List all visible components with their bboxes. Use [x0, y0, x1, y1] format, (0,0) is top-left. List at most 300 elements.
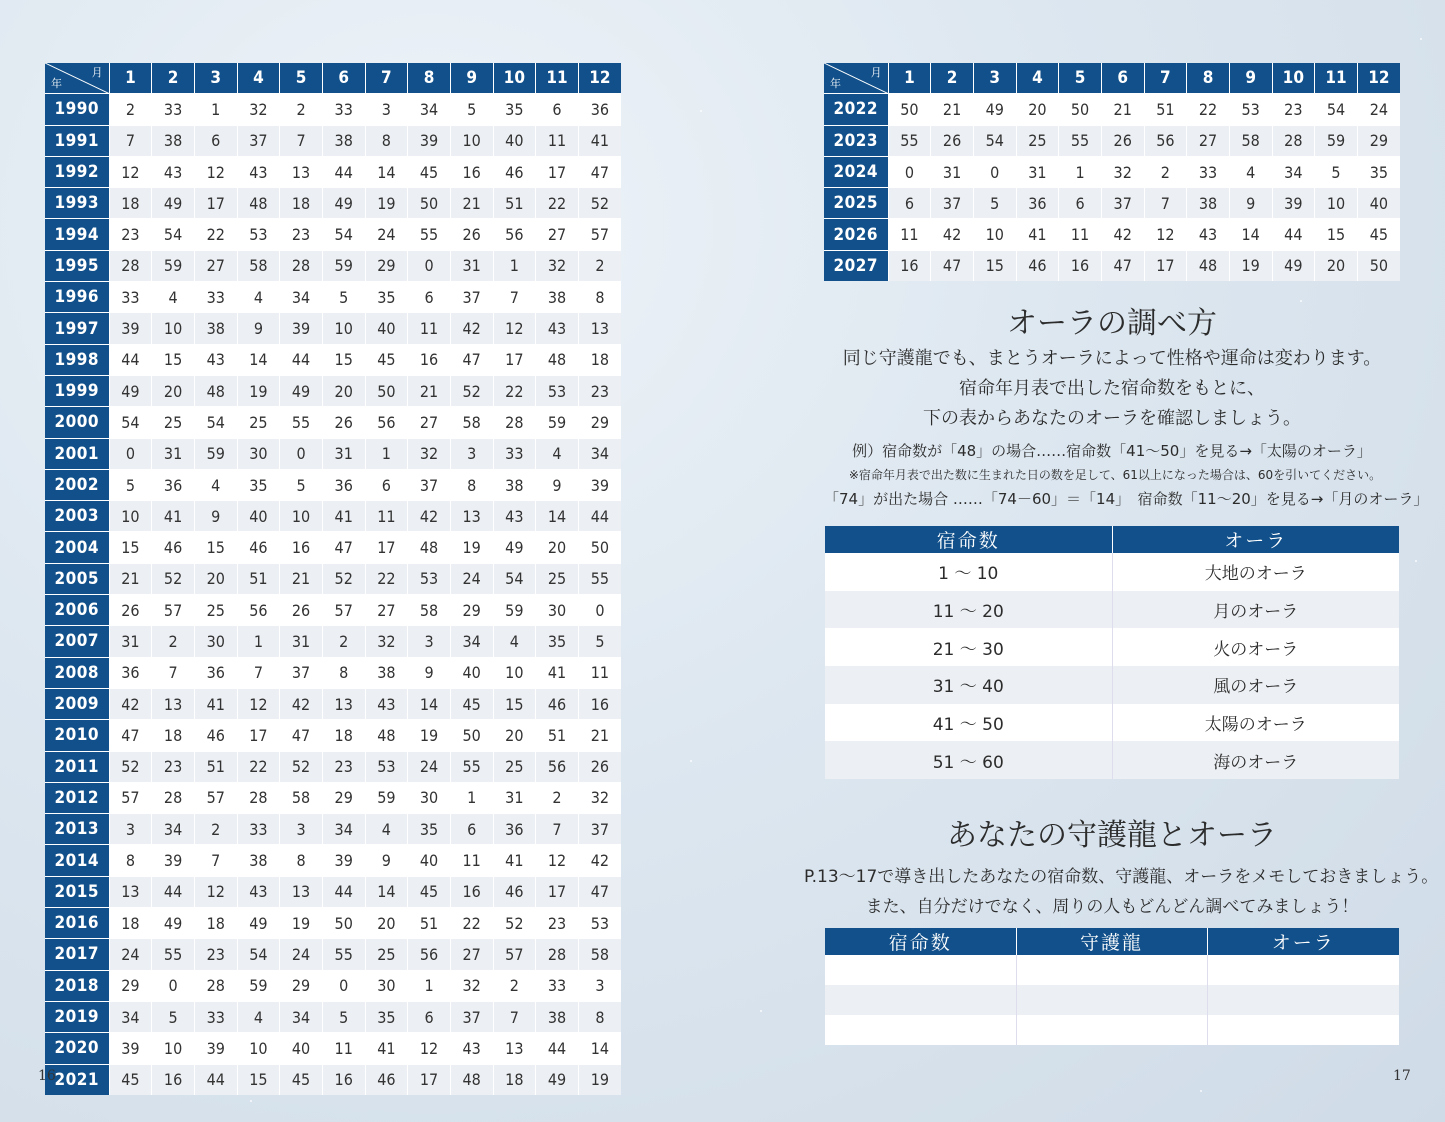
destiny-number-cell: 25: [237, 407, 280, 438]
destiny-number-cell: 47: [931, 250, 974, 281]
destiny-number-cell: 41: [194, 688, 237, 719]
destiny-number-cell: 6: [450, 814, 493, 845]
table-row: [45, 876, 621, 907]
destiny-number-cell: 25: [536, 563, 579, 594]
month-header-cell: 1: [109, 63, 152, 94]
destiny-number-cell: 52: [109, 751, 152, 782]
destiny-number-cell: 18: [109, 908, 152, 939]
destiny-number-cell: 51: [1144, 94, 1187, 125]
destiny-number-cell: 9: [536, 469, 579, 500]
destiny-number-cell: 53: [536, 375, 579, 406]
table-row: [824, 156, 1400, 187]
table-row: [45, 532, 621, 563]
destiny-number-cell: 28: [194, 970, 237, 1001]
destiny-number-cell: 51: [237, 563, 280, 594]
destiny-number-cell: 54: [194, 407, 237, 438]
destiny-number-cell: 55: [578, 563, 621, 594]
destiny-number-cell: 43: [194, 344, 237, 375]
destiny-number-cell: 55: [408, 219, 451, 250]
destiny-number-cell: 38: [365, 657, 408, 688]
destiny-number-cell: 46: [536, 688, 579, 719]
corner-year-label: 年: [830, 77, 841, 91]
destiny-number-cell: 13: [493, 1033, 536, 1064]
destiny-number-cell: 54: [152, 219, 195, 250]
destiny-number-cell: 46: [1016, 250, 1059, 281]
destiny-number-cell: 27: [408, 407, 451, 438]
destiny-number-cell: 30: [194, 626, 237, 657]
aura-table-row: [825, 666, 1399, 704]
destiny-number-cell: 36: [152, 469, 195, 500]
destiny-number-cell: 10: [1315, 188, 1358, 219]
destiny-number-cell: 37: [931, 188, 974, 219]
memo-destiny-number-cell[interactable]: [825, 955, 1016, 985]
destiny-number-cell: 55: [888, 125, 931, 156]
destiny-number-cell: 9: [237, 313, 280, 344]
destiny-number-cell: 14: [1229, 219, 1272, 250]
destiny-number-cell: 12: [109, 156, 152, 187]
page-number-left: 16: [38, 1068, 56, 1084]
destiny-number-cell: 55: [280, 407, 323, 438]
destiny-number-cell: 4: [237, 1001, 280, 1032]
year-cell: 1994: [45, 219, 109, 250]
destiny-number-cell: 6: [536, 94, 579, 125]
destiny-number-cell: 39: [280, 313, 323, 344]
destiny-number-cell: 49: [973, 94, 1016, 125]
aura-range-cell: 31 ～ 40: [825, 666, 1112, 704]
destiny-number-cell: 54: [237, 939, 280, 970]
destiny-number-cell: 32: [408, 438, 451, 469]
destiny-number-cell: 5: [322, 1001, 365, 1032]
year-cell: 2024: [824, 156, 888, 187]
destiny-number-cell: 15: [194, 532, 237, 563]
destiny-number-cell: 0: [109, 438, 152, 469]
destiny-number-cell: 4: [536, 438, 579, 469]
destiny-number-cell: 7: [493, 1001, 536, 1032]
destiny-number-cell: 53: [1229, 94, 1272, 125]
destiny-number-cell: 31: [1016, 156, 1059, 187]
destiny-number-cell: 13: [109, 876, 152, 907]
destiny-number-cell: 29: [450, 595, 493, 626]
aura-range-cell: 51 ～ 60: [825, 741, 1112, 779]
destiny-number-cell: 46: [493, 156, 536, 187]
destiny-number-cell: 41: [1016, 219, 1059, 250]
memo-header-destiny-number: 宿命数: [825, 928, 1016, 955]
table-row: [824, 250, 1400, 281]
destiny-number-cell: 2: [194, 814, 237, 845]
destiny-number-cell: 48: [450, 1064, 493, 1095]
destiny-number-cell: 15: [109, 532, 152, 563]
table-row: [45, 720, 621, 751]
month-header-cell: 4: [1016, 63, 1059, 94]
year-cell: 2001: [45, 438, 109, 469]
destiny-number-cell: 45: [1357, 219, 1400, 250]
destiny-number-cell: 52: [152, 563, 195, 594]
destiny-number-cell: 37: [578, 814, 621, 845]
destiny-number-cell: 1: [493, 250, 536, 281]
memo-aura-cell[interactable]: [1207, 985, 1399, 1015]
aura-intro-line: 下の表からあなたのオーラを確認しましょう。: [923, 408, 1301, 429]
destiny-number-cell: 17: [493, 344, 536, 375]
aura-range-cell: 21 ～ 30: [825, 628, 1112, 666]
destiny-number-cell: 42: [931, 219, 974, 250]
destiny-number-cell: 0: [280, 438, 323, 469]
destiny-number-cell: 28: [237, 782, 280, 813]
destiny-number-cell: 34: [1272, 156, 1315, 187]
destiny-number-cell: 52: [578, 188, 621, 219]
destiny-number-cell: 55: [322, 939, 365, 970]
aura-name-cell: 火のオーラ: [1112, 628, 1399, 666]
destiny-number-cell: 42: [450, 313, 493, 344]
destiny-number-cell: 14: [365, 876, 408, 907]
table-row: [45, 688, 621, 719]
destiny-number-cell: 12: [408, 1033, 451, 1064]
destiny-number-cell: 11: [450, 845, 493, 876]
destiny-number-cell: 15: [322, 344, 365, 375]
destiny-number-cell: 50: [1059, 94, 1102, 125]
destiny-number-cell: 2: [578, 250, 621, 281]
month-header-cell: 2: [152, 63, 195, 94]
destiny-number-cell: 39: [194, 1033, 237, 1064]
destiny-number-cell: 40: [280, 1033, 323, 1064]
destiny-number-cell: 3: [450, 438, 493, 469]
destiny-number-cell: 6: [408, 282, 451, 313]
memo-section-title: あなたの守護龍とオーラ: [947, 818, 1277, 853]
destiny-number-cell: 53: [237, 219, 280, 250]
destiny-number-cell: 10: [152, 1033, 195, 1064]
destiny-number-cell: 1: [408, 970, 451, 1001]
destiny-number-cell: 27: [450, 939, 493, 970]
destiny-number-cell: 34: [109, 1001, 152, 1032]
destiny-number-cell: 32: [1101, 156, 1144, 187]
table-row: [45, 563, 621, 594]
table-row: [45, 1064, 621, 1095]
destiny-number-cell: 0: [152, 970, 195, 1001]
year-cell: 2020: [45, 1033, 109, 1064]
destiny-number-cell: 42: [578, 845, 621, 876]
destiny-number-cell: 43: [1187, 219, 1230, 250]
destiny-number-cell: 51: [408, 908, 451, 939]
destiny-number-cell: 57: [109, 782, 152, 813]
destiny-number-cell: 32: [578, 782, 621, 813]
destiny-number-cell: 10: [152, 313, 195, 344]
destiny-number-cell: 12: [1144, 219, 1187, 250]
destiny-number-cell: 5: [973, 188, 1016, 219]
destiny-number-cell: 32: [365, 626, 408, 657]
destiny-number-cell: 38: [322, 125, 365, 156]
destiny-number-cell: 25: [194, 595, 237, 626]
year-cell: 2005: [45, 563, 109, 594]
aura-intro-line: 宿命年月表で出した宿命数をもとに、: [959, 378, 1265, 399]
destiny-number-cell: 17: [365, 532, 408, 563]
destiny-number-cell: 13: [578, 313, 621, 344]
destiny-number-cell: 2: [152, 626, 195, 657]
destiny-number-cell: 35: [1357, 156, 1400, 187]
year-month-corner: [824, 63, 888, 94]
year-cell: 1993: [45, 188, 109, 219]
destiny-number-cell: 21: [931, 94, 974, 125]
destiny-number-cell: 57: [578, 219, 621, 250]
destiny-number-cell: 26: [578, 751, 621, 782]
destiny-number-cell: 18: [280, 188, 323, 219]
destiny-number-cell: 4: [237, 282, 280, 313]
destiny-number-cell: 11: [322, 1033, 365, 1064]
memo-header-guardian-dragon: 守護龍: [1016, 928, 1207, 955]
destiny-number-cell: 50: [408, 188, 451, 219]
year-cell: 2003: [45, 501, 109, 532]
destiny-number-cell: 17: [536, 156, 579, 187]
year-cell: 1995: [45, 250, 109, 281]
destiny-number-cell: 39: [578, 469, 621, 500]
destiny-number-cell: 26: [280, 595, 323, 626]
destiny-number-cell: 14: [578, 1033, 621, 1064]
destiny-number-cell: 17: [536, 876, 579, 907]
aura-example-text: 例）宿命数が「48」の場合……宿命数「41～50」を見る→「太陽のオーラ」: [852, 442, 1372, 460]
destiny-number-cell: 27: [194, 250, 237, 281]
aura-table-header-aura: オーラ: [1112, 526, 1399, 553]
year-cell: 2027: [824, 250, 888, 281]
destiny-number-cell: 16: [450, 876, 493, 907]
destiny-number-cell: 49: [152, 908, 195, 939]
destiny-number-cell: 24: [450, 563, 493, 594]
memo-guardian-dragon-cell[interactable]: [1016, 1015, 1207, 1045]
destiny-number-cell: 16: [578, 688, 621, 719]
month-header-cell: 8: [408, 63, 451, 94]
memo-aura-cell[interactable]: [1207, 955, 1399, 985]
destiny-number-cell: 23: [194, 939, 237, 970]
destiny-number-cell: 18: [493, 1064, 536, 1095]
destiny-number-cell: 46: [365, 1064, 408, 1095]
destiny-number-cell: 51: [493, 188, 536, 219]
destiny-number-cell: 49: [536, 1064, 579, 1095]
destiny-number-cell: 39: [109, 313, 152, 344]
destiny-number-cell: 48: [408, 532, 451, 563]
aura-note-text: ※宿命年月表で出た数に生まれた日の数を足して、61以上になった場合は、60を引いてください。: [848, 468, 1382, 482]
destiny-number-cell: 52: [493, 908, 536, 939]
destiny-number-cell: 31: [931, 156, 974, 187]
destiny-number-cell: 46: [493, 876, 536, 907]
destiny-number-cell: 7: [536, 814, 579, 845]
destiny-number-cell: 43: [152, 156, 195, 187]
destiny-number-cell: 39: [109, 1033, 152, 1064]
destiny-number-cell: 37: [450, 1001, 493, 1032]
destiny-number-cell: 29: [365, 250, 408, 281]
month-header-row: [45, 63, 621, 94]
destiny-number-cell: 45: [408, 156, 451, 187]
destiny-number-cell: 8: [450, 469, 493, 500]
memo-destiny-number-cell[interactable]: [825, 985, 1016, 1015]
destiny-number-cell: 53: [578, 908, 621, 939]
destiny-number-cell: 39: [1272, 188, 1315, 219]
destiny-number-cell: 18: [152, 720, 195, 751]
corner-month-label: 月: [870, 66, 882, 79]
destiny-number-cell: 0: [578, 595, 621, 626]
memo-intro-line: P.13～17で導き出したあなたの宿命数、守護龍、オーラをメモしておきましょう。: [804, 867, 1439, 887]
destiny-number-cell: 19: [450, 532, 493, 563]
table-row: [824, 219, 1400, 250]
destiny-number-cell: 47: [450, 344, 493, 375]
destiny-number-cell: 34: [322, 814, 365, 845]
memo-destiny-number-cell[interactable]: [825, 1015, 1016, 1045]
destiny-number-cell: 32: [536, 250, 579, 281]
destiny-number-cell: 8: [322, 657, 365, 688]
destiny-number-cell: 22: [450, 908, 493, 939]
destiny-number-cell: 58: [280, 782, 323, 813]
destiny-number-cell: 19: [237, 375, 280, 406]
destiny-number-cell: 8: [578, 1001, 621, 1032]
destiny-number-cell: 23: [109, 219, 152, 250]
destiny-number-cell: 43: [493, 501, 536, 532]
destiny-number-cell: 9: [194, 501, 237, 532]
destiny-number-cell: 43: [237, 876, 280, 907]
destiny-number-cell: 38: [152, 125, 195, 156]
destiny-number-cell: 46: [152, 532, 195, 563]
destiny-number-cell: 20: [322, 375, 365, 406]
destiny-number-cell: 40: [408, 845, 451, 876]
destiny-number-cell: 1: [450, 782, 493, 813]
year-cell: 2004: [45, 532, 109, 563]
destiny-number-cell: 49: [280, 375, 323, 406]
destiny-number-cell: 43: [450, 1033, 493, 1064]
destiny-number-cell: 40: [450, 657, 493, 688]
destiny-number-cell: 6: [194, 125, 237, 156]
destiny-number-cell: 28: [280, 250, 323, 281]
destiny-number-cell: 51: [536, 720, 579, 751]
destiny-number-cell: 36: [493, 814, 536, 845]
destiny-number-cell: 54: [109, 407, 152, 438]
destiny-number-cell: 17: [1144, 250, 1187, 281]
destiny-number-cell: 0: [973, 156, 1016, 187]
destiny-number-cell: 52: [280, 751, 323, 782]
corner-month-label: 月: [91, 66, 103, 79]
destiny-number-cell: 19: [1229, 250, 1272, 281]
destiny-number-cell: 40: [365, 313, 408, 344]
month-header-cell: 4: [237, 63, 280, 94]
year-cell: 2006: [45, 595, 109, 626]
destiny-number-cell: 4: [152, 282, 195, 313]
year-cell: 2017: [45, 939, 109, 970]
destiny-number-cell: 38: [194, 313, 237, 344]
aura-table-header-row: [825, 526, 1399, 553]
destiny-number-cell: 6: [1059, 188, 1102, 219]
destiny-number-cell: 44: [578, 501, 621, 532]
destiny-number-cell: 11: [536, 125, 579, 156]
destiny-number-cell: 31: [280, 626, 323, 657]
destiny-number-cell: 31: [109, 626, 152, 657]
destiny-number-cell: 54: [1315, 94, 1358, 125]
table-row: [45, 595, 621, 626]
destiny-number-cell: 59: [1315, 125, 1358, 156]
aura-range-cell: 1 ～ 10: [825, 553, 1112, 591]
destiny-number-cell: 12: [194, 876, 237, 907]
destiny-number-cell: 54: [493, 563, 536, 594]
destiny-number-cell: 29: [578, 407, 621, 438]
table-row: [45, 751, 621, 782]
table-row: [45, 939, 621, 970]
destiny-number-cell: 2: [1144, 156, 1187, 187]
destiny-number-cell: 14: [408, 688, 451, 719]
destiny-number-cell: 34: [280, 282, 323, 313]
destiny-number-cell: 22: [536, 188, 579, 219]
destiny-number-cell: 7: [493, 282, 536, 313]
destiny-number-cell: 48: [1187, 250, 1230, 281]
destiny-number-cell: 13: [152, 688, 195, 719]
memo-row: [825, 985, 1399, 1015]
destiny-number-cell: 57: [493, 939, 536, 970]
aura-intro-line: 同じ守護龍でも、まとうオーラによって性格や運命は変わります。: [842, 348, 1382, 369]
destiny-number-cell: 24: [408, 751, 451, 782]
table-row: [45, 282, 621, 313]
destiny-number-cell: 48: [194, 375, 237, 406]
year-cell: 1998: [45, 344, 109, 375]
destiny-number-cell: 5: [450, 94, 493, 125]
destiny-number-cell: 9: [365, 845, 408, 876]
destiny-number-cell: 59: [152, 250, 195, 281]
destiny-number-cell: 14: [536, 501, 579, 532]
month-header-cell: 9: [1229, 63, 1272, 94]
table-row: [45, 469, 621, 500]
month-header-cell: 10: [1272, 63, 1315, 94]
memo-table-header-row: [825, 928, 1399, 955]
destiny-number-cell: 9: [408, 657, 451, 688]
table-row: [824, 188, 1400, 219]
month-header-cell: 12: [578, 63, 621, 94]
destiny-number-cell: 36: [1016, 188, 1059, 219]
destiny-number-cell: 16: [408, 344, 451, 375]
destiny-number-cell: 5: [578, 626, 621, 657]
aura-name-cell: 海のオーラ: [1112, 741, 1399, 779]
memo-aura-cell[interactable]: [1207, 1015, 1399, 1045]
destiny-number-cell: 48: [365, 720, 408, 751]
destiny-number-cell: 28: [1272, 125, 1315, 156]
month-header-cell: 6: [322, 63, 365, 94]
destiny-number-cell: 35: [536, 626, 579, 657]
destiny-number-cell: 59: [322, 250, 365, 281]
destiny-number-cell: 49: [152, 188, 195, 219]
destiny-number-cell: 55: [450, 751, 493, 782]
destiny-number-cell: 16: [322, 1064, 365, 1095]
destiny-number-cell: 38: [536, 1001, 579, 1032]
destiny-number-cell: 57: [152, 595, 195, 626]
memo-guardian-dragon-cell[interactable]: [1016, 955, 1207, 985]
destiny-number-cell: 41: [536, 657, 579, 688]
destiny-number-cell: 19: [578, 1064, 621, 1095]
aura-lookup-table: [825, 526, 1399, 779]
year-cell: 2018: [45, 970, 109, 1001]
destiny-number-cell: 47: [322, 532, 365, 563]
month-header-cell: 3: [973, 63, 1016, 94]
destiny-number-cell: 54: [322, 219, 365, 250]
destiny-number-cell: 30: [365, 970, 408, 1001]
destiny-number-cell: 22: [365, 563, 408, 594]
destiny-number-cell: 12: [194, 156, 237, 187]
destiny-number-cell: 33: [194, 1001, 237, 1032]
year-cell: 2011: [45, 751, 109, 782]
destiny-number-cell: 2: [322, 626, 365, 657]
destiny-number-cell: 10: [450, 125, 493, 156]
aura-table-row: [825, 741, 1399, 779]
destiny-number-cell: 58: [1229, 125, 1272, 156]
destiny-number-cell: 26: [450, 219, 493, 250]
year-cell: 2025: [824, 188, 888, 219]
destiny-number-cell: 20: [1016, 94, 1059, 125]
destiny-number-cell: 36: [194, 657, 237, 688]
destiny-number-cell: 18: [109, 188, 152, 219]
destiny-number-cell: 20: [1315, 250, 1358, 281]
destiny-number-cell: 33: [322, 94, 365, 125]
memo-intro-text: [804, 862, 1439, 922]
memo-guardian-dragon-cell[interactable]: [1016, 985, 1207, 1015]
destiny-number-cell: 50: [322, 908, 365, 939]
